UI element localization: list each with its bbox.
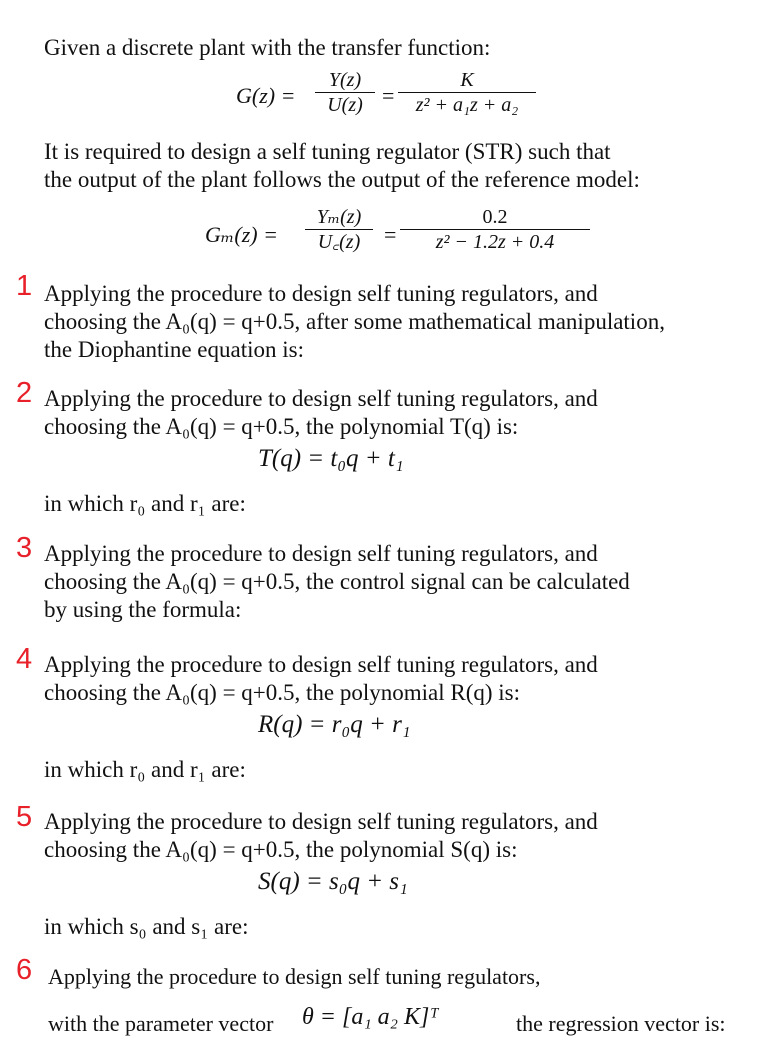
model-tf-lhs: Gₘ(z) = — [205, 222, 278, 247]
model-tf-fraction-2 — [400, 205, 590, 254]
plant-tf-equals: = — [382, 83, 395, 108]
question-line: by using the formula: — [44, 597, 242, 622]
question-line: Applying the procedure to design self tuning regulators, — [48, 964, 541, 989]
question-line: Applying the procedure to design self tuning regulators, and — [44, 652, 598, 677]
plant-tf-num-2: K — [460, 69, 474, 91]
question-line: Applying the procedure to design self tuning regulators, and — [44, 541, 598, 566]
question-line: choosing the A₀(q) = q+0.5, after some mathematical manipulation, — [44, 309, 665, 334]
question-number: 2 — [16, 377, 33, 409]
model-tf-equals: = — [384, 222, 397, 247]
polynomial-r-formula: R(q) = r₀q + r₁ — [258, 711, 411, 738]
polynomial-s-formula: S(q) = s₀q + s₁ — [258, 868, 408, 895]
plant-tf-fraction-2 — [398, 68, 536, 117]
question-tail: in which r₀ and r₁ are: — [44, 491, 246, 516]
question-number: 1 — [16, 270, 33, 302]
question-line-2-post: the regression vector is: — [516, 1011, 726, 1036]
question-line: Applying the procedure to design self tuning regulators, and — [44, 281, 598, 306]
question-number: 6 — [16, 954, 33, 986]
question-number: 4 — [16, 643, 33, 675]
question-line-2-pre: with the parameter vector — [48, 1011, 274, 1036]
model-tf-fraction-1 — [305, 205, 373, 254]
model-tf-num-1: Yₘ(z) — [316, 206, 362, 228]
model-tf-den-2: z² − 1.2z + 0.4 — [435, 231, 555, 253]
plant-tf-lhs: G(z) = — [236, 83, 296, 108]
parameter-vector-formula: θ = [a₁ a₂ K]ᵀ — [302, 1004, 439, 1030]
question-line: choosing the A₀(q) = q+0.5, the polynomial R(q) is: — [44, 680, 521, 705]
question-line: choosing the A₀(q) = q+0.5, the polynomial S(q) is: — [44, 837, 518, 862]
plant-tf-den-1: U(z) — [327, 94, 363, 116]
question-number: 3 — [16, 532, 33, 564]
plant-tf-fraction-1 — [315, 68, 375, 117]
question-tail: in which r₀ and r₁ are: — [44, 757, 246, 782]
question-number: 5 — [16, 801, 33, 833]
model-tf-den-1: U꜀(z) — [317, 231, 361, 253]
intro-line-1: Given a discrete plant with the transfer function: — [44, 35, 491, 60]
question-line: Applying the procedure to design self tuning regulators, and — [44, 809, 598, 834]
question-line: Applying the procedure to design self tuning regulators, and — [44, 386, 598, 411]
question-line: choosing the A₀(q) = q+0.5, the polynomial T(q) is: — [44, 414, 519, 439]
intro-line-3: the output of the plant follows the output of the reference model: — [44, 167, 640, 192]
question-line: the Diophantine equation is: — [44, 337, 304, 362]
question-tail: in which s₀ and s₁ are: — [44, 914, 249, 939]
plant-tf-den-2: z² + a₁z + a₂ — [415, 94, 519, 116]
question-line: choosing the A₀(q) = q+0.5, the control signal can be calculated — [44, 569, 630, 594]
intro-line-2: It is required to design a self tuning regulator (STR) such that — [44, 139, 611, 164]
polynomial-t-formula: T(q) = t₀q + t₁ — [258, 445, 404, 472]
plant-tf-num-1: Y(z) — [328, 69, 362, 91]
model-tf-num-2: 0.2 — [482, 206, 508, 228]
